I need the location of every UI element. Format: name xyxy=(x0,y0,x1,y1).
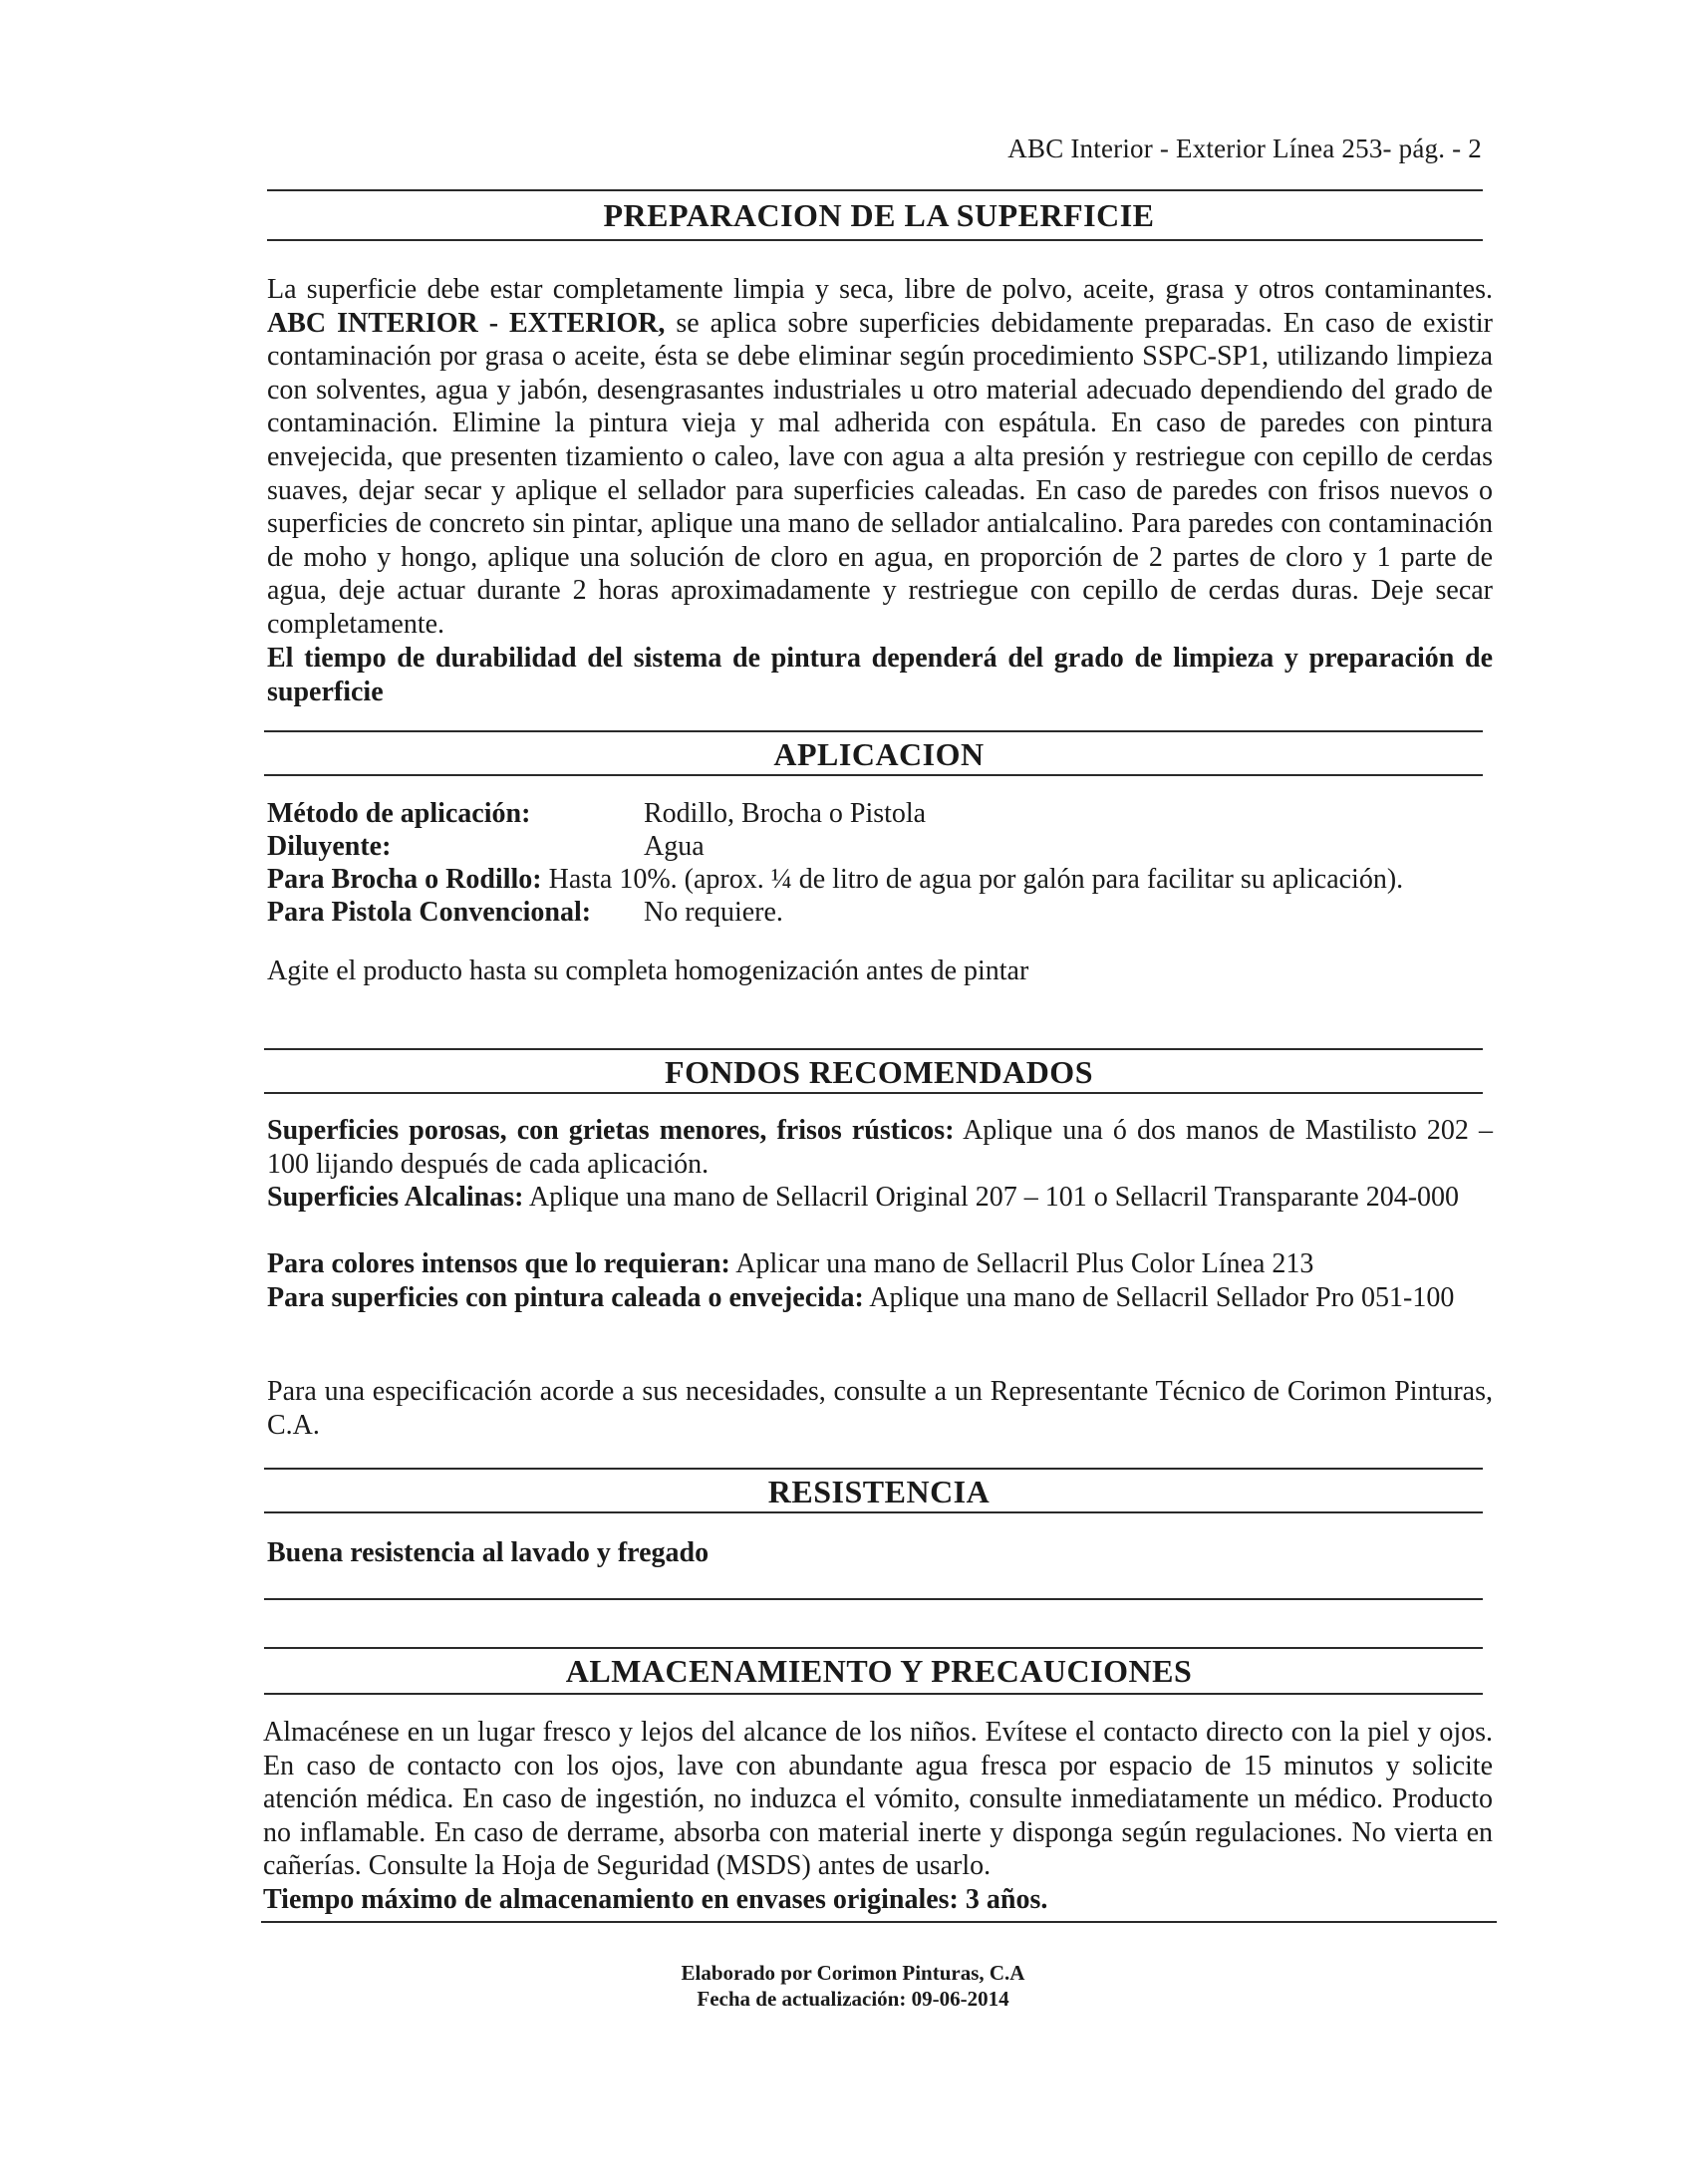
preparacion-body: se aplica sobre superficies debidamente preparadas. En caso de existir contaminación por grasa o aceite, ésta se debe eliminar según procedimiento SSPC-SP1, utilizando limpieza con solventes, agua y jabón, desengrasantes industriales u otro material adecuado dependiendo del grado de contaminación. Elimine la pintura vieja y mal adherida con espátula. En caso de paredes con pintura envejecida, que presenten tizamiento o caleo, lave con agua a alta presión y restriegue con cepillo de cerdas suaves, dejar secar y aplique el sellador para superficies caleadas. En caso de paredes con frisos nuevos o superficies de concreto sin pintar, aplique una mano de sellador antialcalino. Para paredes con contaminación de moho y hongo, aplique una solución de cloro en agua, en proporción de 2 partes de cloro y 1 parte de agua, deje actuar durante 2 horas aproximadamente y restriegue con cepillo de cerdas duras. Deje secar completamente. xyxy=(267,307,1493,640)
section-rule xyxy=(264,1092,1483,1094)
fondos-item-label: Para superficies con pintura caleada o envejecida: xyxy=(267,1282,864,1313)
application-row-diluent xyxy=(267,830,705,863)
fondos-item xyxy=(267,1114,1493,1181)
fondos-note: Para una especificación acorde a sus necesidades, consulte a un Representante Técnico de Corimon Pinturas, C.A. xyxy=(267,1376,1493,1441)
page-header: ABC Interior - Exterior Línea 253- pág. - 2 xyxy=(1007,134,1482,163)
application-label: Para Brocha o Rodillo: xyxy=(267,864,542,895)
section-rule xyxy=(264,1598,1483,1600)
application-note: Agite el producto hasta su completa homogenización antes de pintar xyxy=(267,956,1029,986)
section-rule xyxy=(264,1048,1483,1050)
section-title-fondos: FONDOS RECOMENDADOS xyxy=(665,1054,1093,1090)
application-row-method xyxy=(267,797,927,830)
section-title-aplicacion: APLICACION xyxy=(773,736,985,772)
application-label: Para Pistola Convencional: xyxy=(267,897,592,928)
resistencia-text: Buena resistencia al lavado y fregado xyxy=(267,1537,710,1568)
application-value: Hasta 10%. (aprox. ¼ de litro de agua por galón para facilitar su aplicación). xyxy=(548,864,1404,895)
section-rule xyxy=(264,1647,1483,1649)
fondos-item xyxy=(267,1281,1493,1315)
section-rule xyxy=(264,774,1483,776)
fondos-item-text: Aplique una mano de Sellacril Sellador Pro 051-100 xyxy=(863,1282,1455,1313)
fondos-item-text: Aplicar una mano de Sellacril Plus Color Línea 213 xyxy=(729,1248,1314,1279)
footer-author: Elaborado por Corimon Pinturas, C.A xyxy=(681,1961,1025,1985)
application-label: Diluyente: xyxy=(267,831,392,862)
section-rule xyxy=(267,189,1483,191)
section-rule xyxy=(264,1693,1483,1695)
application-value: Agua xyxy=(644,831,705,862)
application-value: Rodillo, Brocha o Pistola xyxy=(644,798,927,829)
application-row-spray xyxy=(267,896,783,929)
preparacion-bold-note: El tiempo de durabilidad del sistema de pintura dependerá del grado de limpieza y preparación de superficie xyxy=(267,643,1493,707)
fondos-item xyxy=(267,1247,1493,1281)
preparacion-line1: La superficie debe estar completamente limpia y seca, libre de polvo, aceite, grasa y otros contaminantes. xyxy=(267,274,1493,305)
section-title-resistencia: RESISTENCIA xyxy=(767,1474,991,1509)
preparacion-paragraph xyxy=(267,273,1493,642)
almacenamiento-text: Almacénese en un lugar fresco y lejos del alcance de los niños. Evítese el contacto directo con la piel y ojos. En caso de contacto con los ojos, lave con abundante agua fresca por espacio de 15 minutos y solicite atención médica. En caso de ingestión, no induzca el vómito, consulte inmediatamente un médico. Producto no inflamable. En caso de derrame, absorba con material inerte y disponga según regulaciones. No vierta en cañerías. Consulte la Hoja de Seguridad (MSDS) antes de usarlo. xyxy=(263,1717,1493,1882)
application-row-brush xyxy=(267,863,1403,896)
section-rule xyxy=(264,1511,1483,1513)
section-rule xyxy=(267,239,1483,241)
product-name: ABC INTERIOR - EXTERIOR, xyxy=(267,307,666,339)
section-title-almacenamiento: ALMACENAMIENTO Y PRECAUCIONES xyxy=(565,1653,1193,1689)
fondos-item-label: Para colores intensos que lo requieran: xyxy=(267,1248,730,1279)
fondos-item-label: Superficies Alcalinas: xyxy=(267,1182,524,1213)
fondos-item-text: Aplique una ó dos manos de Mastilisto 202 – 100 lijando después de cada aplicación. xyxy=(267,1115,1494,1180)
almacenamiento-bold-note: Tiempo máximo de almacenamiento en envases originales: 3 años. xyxy=(263,1884,1048,1915)
footer-update-date: Fecha de actualización: 09-06-2014 xyxy=(697,1987,1009,2011)
section-rule xyxy=(264,730,1483,732)
fondos-item-label: Superficies porosas, con grietas menores, frisos rústicos: xyxy=(267,1115,955,1146)
section-rule xyxy=(264,1468,1483,1470)
section-title-preparacion: PREPARACION DE LA SUPERFICIE xyxy=(603,197,1155,233)
application-label: Método de aplicación: xyxy=(267,798,531,829)
application-value: No requiere. xyxy=(644,897,783,928)
fondos-item xyxy=(267,1181,1493,1215)
section-rule xyxy=(261,1921,1497,1923)
fondos-item-text: Aplique una mano de Sellacril Original 207 – 101 o Sellacril Transparante 204-000 xyxy=(523,1182,1460,1213)
